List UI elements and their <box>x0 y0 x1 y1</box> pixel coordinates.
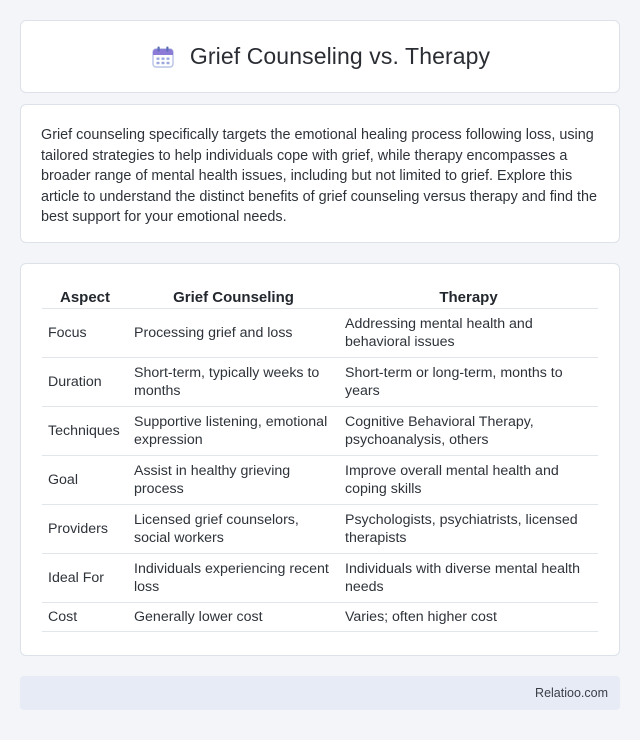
row-therapy: Improve overall mental health and coping skills <box>339 456 598 505</box>
header-therapy: Therapy <box>339 284 598 309</box>
row-aspect: Focus <box>42 309 128 358</box>
row-therapy: Psychologists, psychiatrists, licensed therapists <box>339 505 598 554</box>
table-row <box>42 603 598 632</box>
intro-card <box>20 104 620 243</box>
row-grief-counseling: Short-term, typically weeks to months <box>128 358 339 407</box>
row-therapy: Addressing mental health and behavioral issues <box>339 309 598 358</box>
comparison-table <box>42 284 598 632</box>
row-grief-counseling: Generally lower cost <box>128 603 339 632</box>
row-aspect: Ideal For <box>42 554 128 603</box>
comparison-card <box>20 263 620 656</box>
page-title: Grief Counseling vs. Therapy <box>189 43 491 69</box>
row-aspect: Providers <box>42 505 128 554</box>
row-aspect: Cost <box>42 603 128 632</box>
header-grief-counseling: Grief Counseling <box>128 284 339 309</box>
row-grief-counseling: Assist in healthy grieving process <box>128 456 339 505</box>
row-grief-counseling: Licensed grief counselors, social workers <box>128 505 339 554</box>
row-grief-counseling: Individuals experiencing recent loss <box>128 554 339 603</box>
table-row <box>42 309 598 358</box>
table-row <box>42 554 598 603</box>
table-header-row <box>42 284 598 309</box>
table-row <box>42 456 598 505</box>
table-row <box>42 505 598 554</box>
row-grief-counseling: Supportive listening, emotional expression <box>128 407 339 456</box>
title-wrap <box>150 43 490 70</box>
row-therapy: Varies; often higher cost <box>339 603 598 632</box>
row-aspect: Goal <box>42 456 128 505</box>
title-card <box>20 20 620 93</box>
footer <box>20 676 620 710</box>
footer-brand: Relatioo.com <box>535 686 608 700</box>
row-therapy: Individuals with diverse mental health needs <box>339 554 598 603</box>
row-therapy: Short-term or long-term, months to years <box>339 358 598 407</box>
row-aspect: Duration <box>42 358 128 407</box>
table-row <box>42 358 598 407</box>
row-aspect: Techniques <box>42 407 128 456</box>
table-row <box>42 407 598 456</box>
row-grief-counseling: Processing grief and loss <box>128 309 339 358</box>
row-therapy: Cognitive Behavioral Therapy, psychoanalysis, others <box>339 407 598 456</box>
header-aspect: Aspect <box>42 284 128 309</box>
calendar-icon <box>150 44 176 70</box>
intro-paragraph: Grief counseling specifically targets the emotional healing process following loss, using tailored strategies to help individuals cope with grief, while therapy encompasses a broader range of mental health issues, including but not limited to grief. Explore this article to understand the distinct benefits of grief counseling versus therapy and find the best support for your emotional needs. <box>41 127 597 225</box>
